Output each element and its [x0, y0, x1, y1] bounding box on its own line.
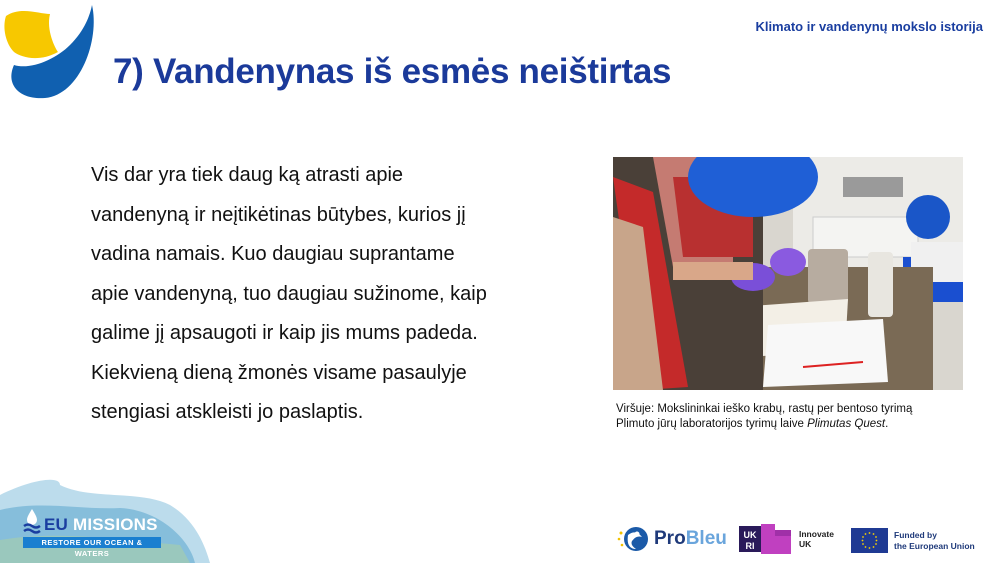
vessel-name: Plimutas Quest: [807, 418, 886, 430]
caption-line-2: Plimuto jūrų laboratorijos tyrimų laive Plimutas Quest.: [616, 418, 889, 430]
eu-funding-label: Funded by the European Union: [894, 529, 975, 551]
probleu-logo: [616, 524, 727, 554]
photo-illustration: [613, 157, 963, 390]
body-line: vadina namais. Kuo daugiau suprantame: [91, 243, 455, 265]
eu-flag-icon: [851, 528, 888, 553]
ukri-innovate-logo: [739, 524, 834, 554]
probleu-wordmark: ProBleu: [654, 528, 727, 549]
brand-logo-icon: [0, 0, 100, 100]
body-line: vandenyną ir neįtikėtinas būtybes, kurios jį: [91, 203, 466, 226]
body-line: galime jį apsaugoti ir kaip jis mums padeda.: [91, 322, 478, 344]
innovate-uk-label: Innovate UK: [799, 529, 834, 549]
scientists-photo: [613, 157, 963, 390]
eu-missions-water-drop-icon: [23, 508, 41, 534]
course-topic-label: Klimato ir vandenynų mokslo istorija: [755, 19, 983, 34]
body-line: stengiasi atskleisti jo paslaptis.: [91, 401, 364, 423]
body-paragraph: [91, 156, 541, 433]
body-line: apie vandenyną, tuo daugiau sužinome, kaip: [91, 282, 487, 305]
ukri-logo-icon: [739, 524, 793, 554]
slide-title: 7) Vandenynas iš esmės neištirtas: [113, 52, 672, 91]
body-line: Vis dar yra tiek daug ką atrasti apie: [91, 164, 404, 186]
photo-caption: [616, 402, 912, 432]
caption-line-1: Viršuje: Mokslininkai ieško krabų, rastų per bentoso tyrimą: [616, 403, 913, 415]
body-line: Kiekvieną dieną žmonės visame pasaulyje: [91, 361, 467, 384]
eu-missions-label: EU MISSIONS: [44, 515, 158, 534]
svg-text:UK: UK: [743, 530, 757, 540]
eu-funding-logo: [851, 528, 975, 553]
svg-text:RI: RI: [745, 541, 755, 551]
probleu-swirl-icon: [616, 525, 650, 553]
eu-missions-tagline: RESTORE OUR OCEAN & WATERS: [23, 537, 161, 548]
